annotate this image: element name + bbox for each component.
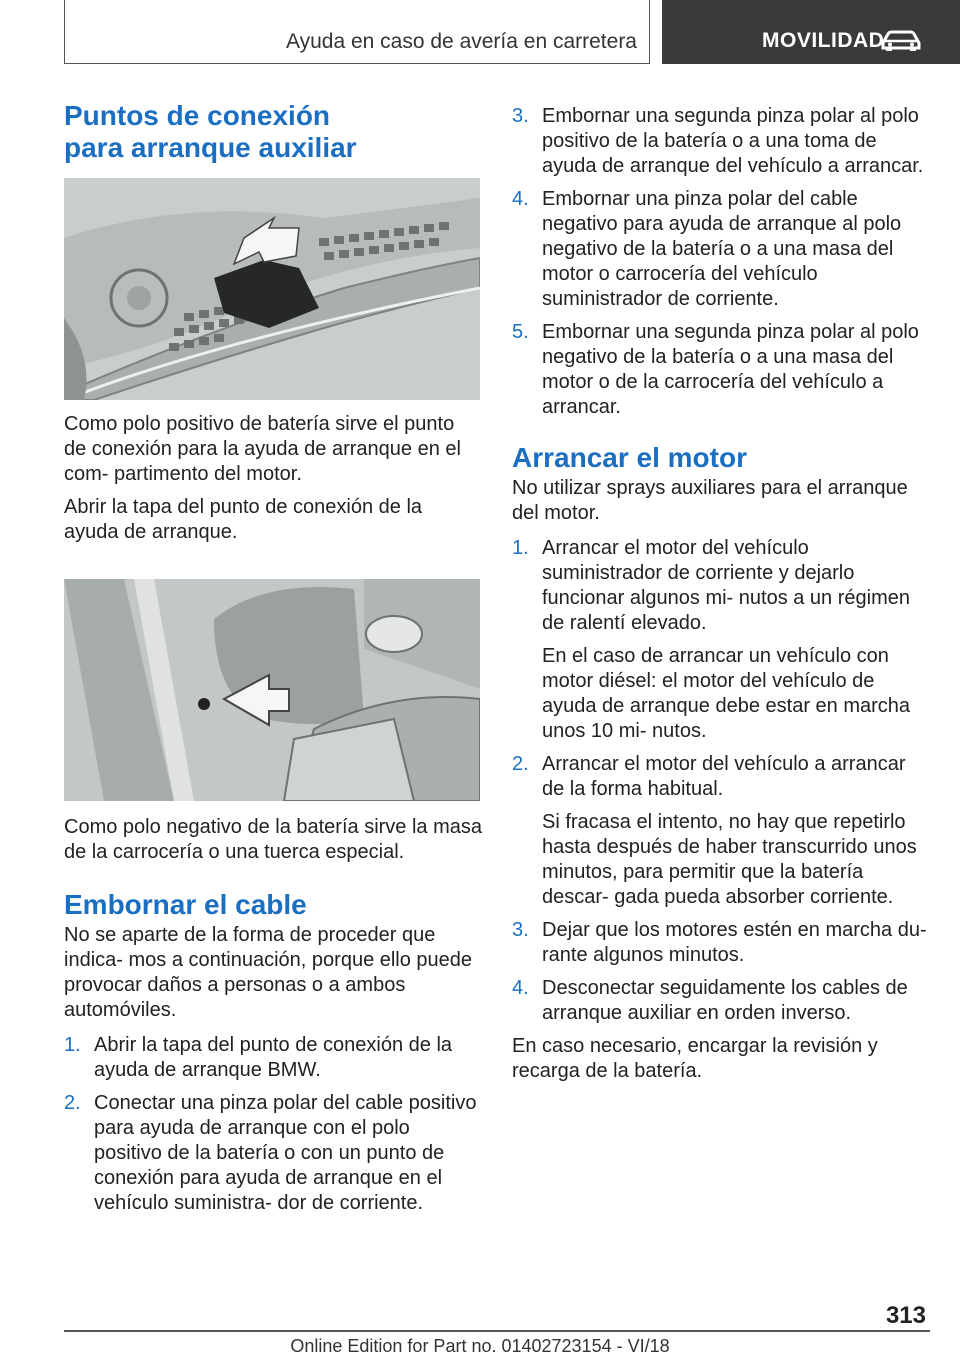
edition-footer: Online Edition for Part no. 01402723154 - VI/18 [290, 1336, 670, 1356]
list-item [512, 752, 930, 802]
left-column [64, 100, 482, 1216]
car-icon [879, 29, 923, 51]
chapter-tab[interactable] [662, 0, 960, 64]
list-item [64, 1091, 482, 1216]
para-negative-terminal: Como polo negativo de la batería sirve la masa de la carrocería o una tuerca especial. [64, 816, 483, 863]
para-open-cover: Abrir la tapa del punto de conexión de la ayuda de arranque. [64, 496, 423, 543]
list-number: 2. [512, 753, 529, 775]
list-text: Desconectar seguidamente los cables de arranque auxiliar en orden inverso. [542, 977, 908, 1024]
list-number: 2. [64, 1092, 81, 1114]
list-text: Arrancar el motor del vehículo suministrador de corriente y dejarlo funcionar algunos mi- nutos a un régimen de ralentí elevado. [542, 537, 910, 634]
list-item [512, 918, 930, 968]
list-item [512, 187, 930, 312]
list-text: Embornar una segunda pinza polar al polo positivo de la batería o a una toma de ayuda de arranque del vehículo a arrancar. [542, 105, 924, 177]
list-number: 1. [512, 537, 529, 559]
para-no-sprays: No utilizar sprays auxiliares para el arranque del motor. [512, 477, 908, 524]
list-note: En el caso de arrancar un vehículo con motor diésel: el motor del vehículo de ayuda de arranque debe estar en marcha unos 10 mi- nutos. [542, 645, 911, 742]
list-text: Conectar una pinza polar del cable positivo para ayuda de arranque con el polo positivo de la batería o con un punto de conexión para ayuda de arranque en el vehículo suministra- dor de corriente. [94, 1092, 477, 1214]
list-number: 1. [64, 1034, 81, 1056]
list-item [512, 104, 930, 179]
list-text: Abrir la tapa del punto de conexión de la ayuda de arranque BMW. [94, 1034, 453, 1081]
list-number: 5. [512, 321, 529, 343]
engine-bay-negative-terminal-image [64, 579, 480, 801]
heading-connection-points: Puntos de conexión para arranque auxiliar [64, 100, 357, 163]
list-number: 3. [512, 919, 529, 941]
right-column [512, 104, 930, 1084]
list-text: Arrancar el motor del vehículo a arrancar de la forma habitual. [542, 753, 906, 800]
list-number: 4. [512, 188, 529, 210]
list-text: Dejar que los motores estén en marcha du- rante algunos minutos. [542, 919, 927, 966]
list-item [512, 976, 930, 1026]
list-text: Embornar una pinza polar del cable negativo para ayuda de arranque al polo negativo de la batería o a una masa del motor o carrocería del vehículo suministrador de corriente. [542, 188, 902, 310]
list-number: 4. [512, 977, 529, 999]
list-note: Si fracasa el intento, no hay que repetirlo hasta después de haber transcurrido unos minutos, para permitir que la batería descar- gada pueda absorber corriente. [542, 811, 917, 908]
para-positive-terminal: Como polo positivo de batería sirve el punto de conexión para la ayuda de arranque en el com- partimento del motor. [64, 413, 461, 485]
para-battery-check: En caso necesario, encargar la revisión y recarga de la batería. [512, 1035, 878, 1082]
footer-divider [64, 1330, 930, 1332]
heading-start-engine: Arrancar el motor [512, 442, 747, 473]
header-frame [64, 0, 650, 64]
list-item [512, 536, 930, 636]
para-procedure-warning: No se aparte de la forma de proceder que indica- mos a continuación, porque ello puede provocar daños a personas o a ambos automóviles. [64, 924, 473, 1021]
chapter-tab-label: MOVILIDAD [762, 29, 885, 52]
list-text: Embornar una segunda pinza polar al polo negativo de la batería o a una masa del motor o de la carrocería del vehículo a arrancar. [542, 321, 919, 418]
list-item [512, 320, 930, 420]
heading-connect-cable: Embornar el cable [64, 889, 307, 920]
list-number: 3. [512, 105, 529, 127]
engine-bay-positive-terminal-image [64, 178, 480, 400]
page-number: 313 [885, 1302, 926, 1329]
section-title: Ayuda en caso de avería en carretera [285, 30, 637, 53]
list-item [64, 1033, 482, 1083]
